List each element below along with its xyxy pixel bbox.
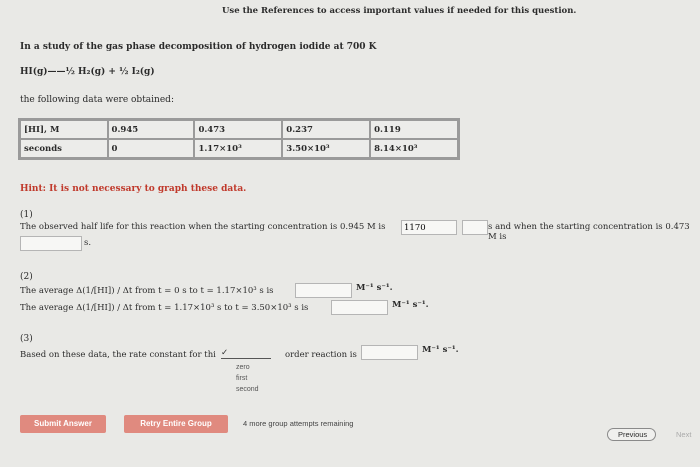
references-banner: Use the References to access important values if needed for this question. bbox=[222, 6, 577, 16]
part3-number: (3) bbox=[20, 334, 33, 344]
table-cell: 0.473 bbox=[194, 120, 282, 139]
table-row-concentration bbox=[20, 120, 458, 139]
order-dropdown[interactable] bbox=[221, 348, 271, 359]
table-row-time bbox=[20, 139, 458, 158]
part2-number: (2) bbox=[20, 272, 33, 282]
part1-question: The observed half life for this reaction when the starting concentration is 0.945 M is bbox=[20, 222, 386, 232]
table-cell: 0.945 bbox=[108, 120, 195, 139]
hint-text: Hint: It is not necessary to graph these data. bbox=[20, 184, 247, 194]
table-header-seconds: seconds bbox=[20, 139, 108, 158]
part1-number: (1) bbox=[20, 210, 33, 220]
reaction-equation: HI(g)——½ H₂(g) + ½ I₂(g) bbox=[20, 67, 155, 77]
option-first[interactable]: first bbox=[236, 375, 248, 382]
half-life-input-1[interactable] bbox=[401, 220, 457, 235]
data-table bbox=[18, 118, 460, 160]
part3-question: Based on these data, the rate constant for thi bbox=[20, 350, 216, 360]
part3-unit: M⁻¹ s⁻¹. bbox=[422, 345, 459, 355]
retry-entire-group-button[interactable]: Retry Entire Group bbox=[124, 415, 228, 433]
previous-button[interactable] bbox=[607, 428, 656, 441]
table-cell: 0.119 bbox=[370, 120, 458, 139]
study-description: In a study of the gas phase decomposition of hydrogen iodide at 700 K bbox=[20, 42, 377, 52]
table-header-hi: [HI], M bbox=[20, 120, 108, 139]
avg-rate-input-1[interactable] bbox=[295, 283, 352, 298]
part1-question-2: s and when the starting concentration is 0.473 M is bbox=[488, 222, 690, 242]
next-button[interactable]: Next bbox=[676, 430, 692, 439]
table-cell: 0.237 bbox=[282, 120, 370, 139]
part2-unit2: M⁻¹ s⁻¹. bbox=[392, 300, 429, 310]
previous-label: Previous bbox=[618, 430, 648, 439]
half-life-input-2[interactable] bbox=[20, 236, 82, 251]
part2-unit1: M⁻¹ s⁻¹. bbox=[356, 283, 393, 293]
part1-unit: s. bbox=[84, 238, 92, 248]
order-options-list bbox=[236, 362, 259, 395]
table-cell: 0 bbox=[108, 139, 195, 158]
part3-question-2: order reaction is bbox=[285, 350, 357, 360]
table-cell: 1.17×10³ bbox=[194, 139, 282, 158]
attempts-remaining: 4 more group attempts remaining bbox=[243, 419, 354, 428]
submit-answer-button[interactable]: Submit Answer bbox=[20, 415, 106, 433]
table-cell: 8.14×10³ bbox=[370, 139, 458, 158]
part2-line1: The average Δ(1/[HI]) / Δt from t = 0 s to t = 1.17×10³ s is bbox=[20, 286, 274, 296]
rate-constant-input[interactable] bbox=[361, 345, 418, 360]
option-second[interactable]: second bbox=[236, 386, 259, 393]
part2-line2: The average Δ(1/[HI]) / Δt from t = 1.17×10³ s to t = 3.50×10³ s is bbox=[20, 303, 309, 313]
data-intro: the following data were obtained: bbox=[20, 95, 174, 105]
table-cell: 3.50×10³ bbox=[282, 139, 370, 158]
option-zero[interactable]: zero bbox=[236, 364, 250, 371]
dropdown-check-icon: ✓ bbox=[221, 348, 229, 358]
half-life-input-1-box[interactable] bbox=[462, 220, 488, 235]
avg-rate-input-2[interactable] bbox=[331, 300, 388, 315]
